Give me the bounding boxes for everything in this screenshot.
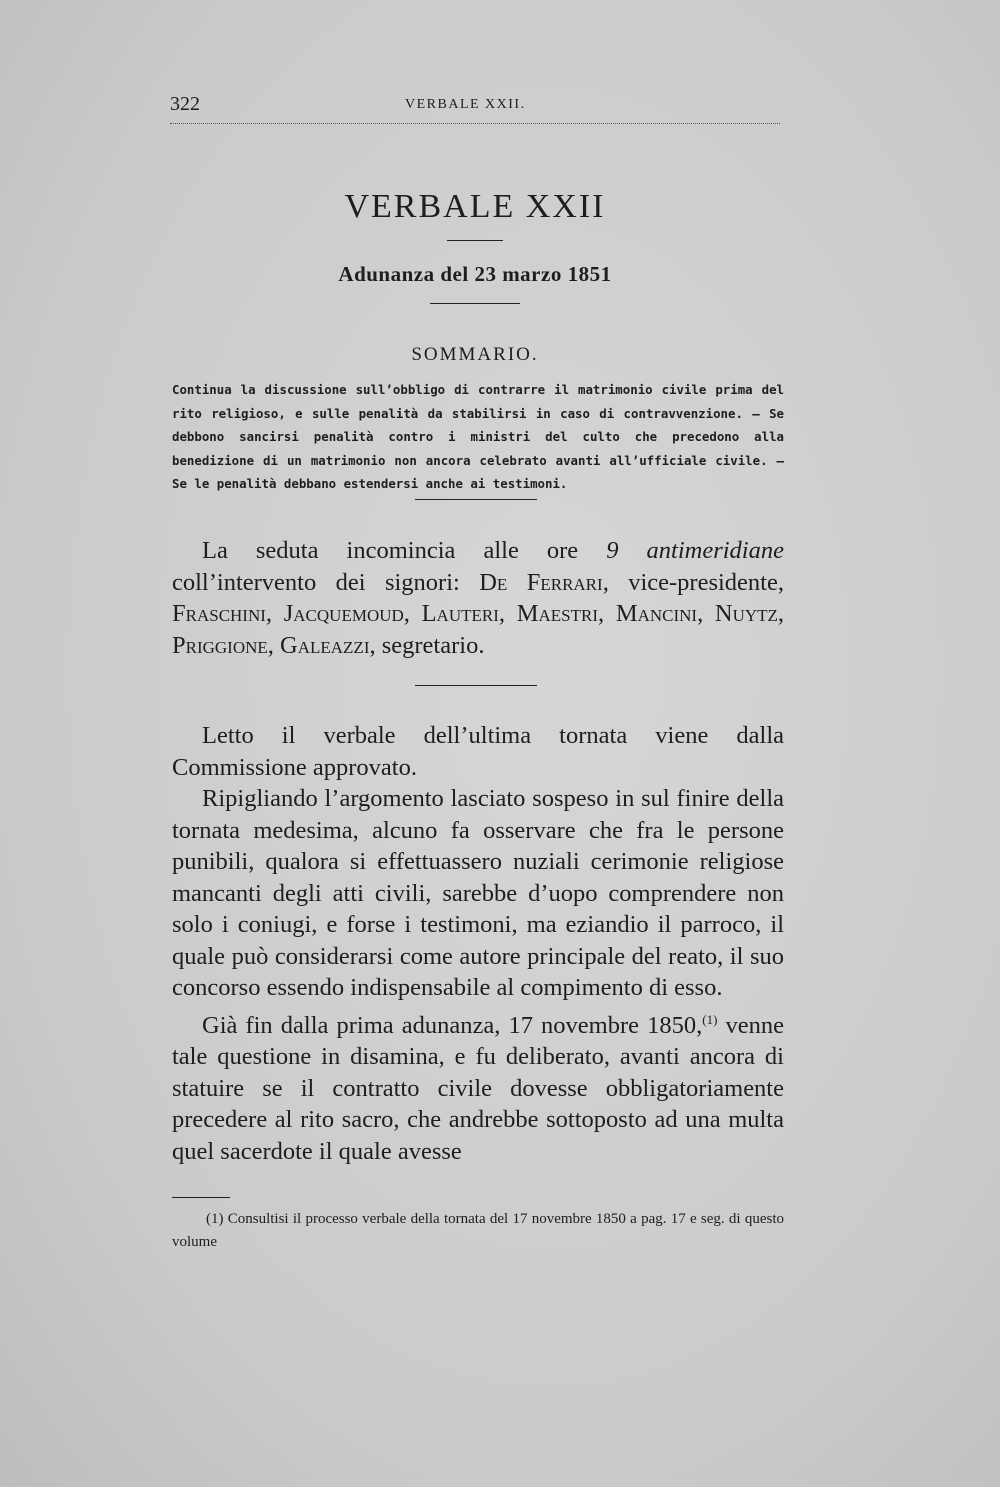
opening-paragraph (172, 535, 784, 661)
subtitle-rule (430, 303, 520, 304)
page-number: 322 (170, 93, 200, 115)
footnote (172, 1208, 784, 1254)
attendee-name: Mancini (615, 600, 698, 627)
meeting-time: 9 antimeridiane (606, 537, 784, 564)
attendee-name: Fraschini (172, 600, 266, 627)
footnote-rule (172, 1197, 230, 1198)
attendee-name: Priggione (172, 631, 268, 659)
page-title: VERBALE XXII (344, 188, 606, 225)
attendee-name: De Ferrari (479, 568, 603, 596)
body-paragraph: Già fin dalla prima adunanza, 17 novembre 1850,$^{(1)}$ venne tale questione in disamina, e fu deliberato, avanti ancora di statuire se il contratto civile dovesse obbligatoriamente precedere al rito sacro, che andrebbe sottoposto ad una multa quel sacerdote il quale avesse (172, 1011, 785, 1165)
summary-text: Continua la discussione sull’obbligo di contrarre il matrimonio civile prima del rito religioso, e sulle penalità da stabilirsi in caso di contravvenzione. — Se debbono sancirsi penalità contro i ministri del culto che precedono alla benedizione di un matrimonio non ancora celebrato avanti all’ufficiale civile. — Se le penalità debbano estendersi anche ai testimoni. (172, 382, 784, 491)
attendee-name: Maestri (516, 600, 598, 627)
footnote-text: Consultisi il processo verbale della tornata del 17 novembre 1850 a pag. 17 e seg. di questo volume (172, 1211, 784, 1250)
footnote-marker: (1) (206, 1211, 224, 1227)
body-paragraph: Letto il verbale dell’ultima tornata viene dalla Commissione approvato. (172, 722, 784, 781)
title-rule (447, 240, 503, 241)
attendee-name: Jacquemoud (283, 600, 404, 627)
summary-rule (415, 499, 537, 500)
section-rule (415, 685, 537, 686)
body-paragraph: Ripigliando l’argomento lasciato sospeso in sul finire della tornata medesima, alcuno fa osservare che fra le persone punibili, qualora si effettuassero nuziali cerimonie religiose mancanti degli atti civili, sarebbe d’uopo comprendere non solo i coniugi, e forse i testimoni, ma eziandio il parroco, il quale può considerarsi come autore principale del reato, il suo concorso essendo indispensabile al compimento di esso. (172, 785, 784, 1001)
attendance-paragraph: La seduta incomincia alle ore 9 antimeridiane coll’intervento dei signori: De Ferrari, vice-presidente, Fraschini, Jacquemoud, Lauteri, Maestri, Mancini, Nuytz, Priggione, Galeazzi, segretario. (172, 537, 785, 659)
summary-heading: SOMMARIO. (411, 344, 539, 365)
page-header (170, 93, 780, 124)
minutes-body (172, 720, 784, 1167)
attendee-name: Galeazzi (280, 631, 370, 659)
attendee-name: Nuytz (714, 600, 778, 627)
attendee-name: Lauteri (421, 600, 499, 627)
running-head: VERBALE XXII. (405, 97, 526, 112)
footnote-reference: (1) (702, 1011, 718, 1027)
meeting-date-heading: Adunanza del 23 marzo 1851 (338, 262, 612, 286)
